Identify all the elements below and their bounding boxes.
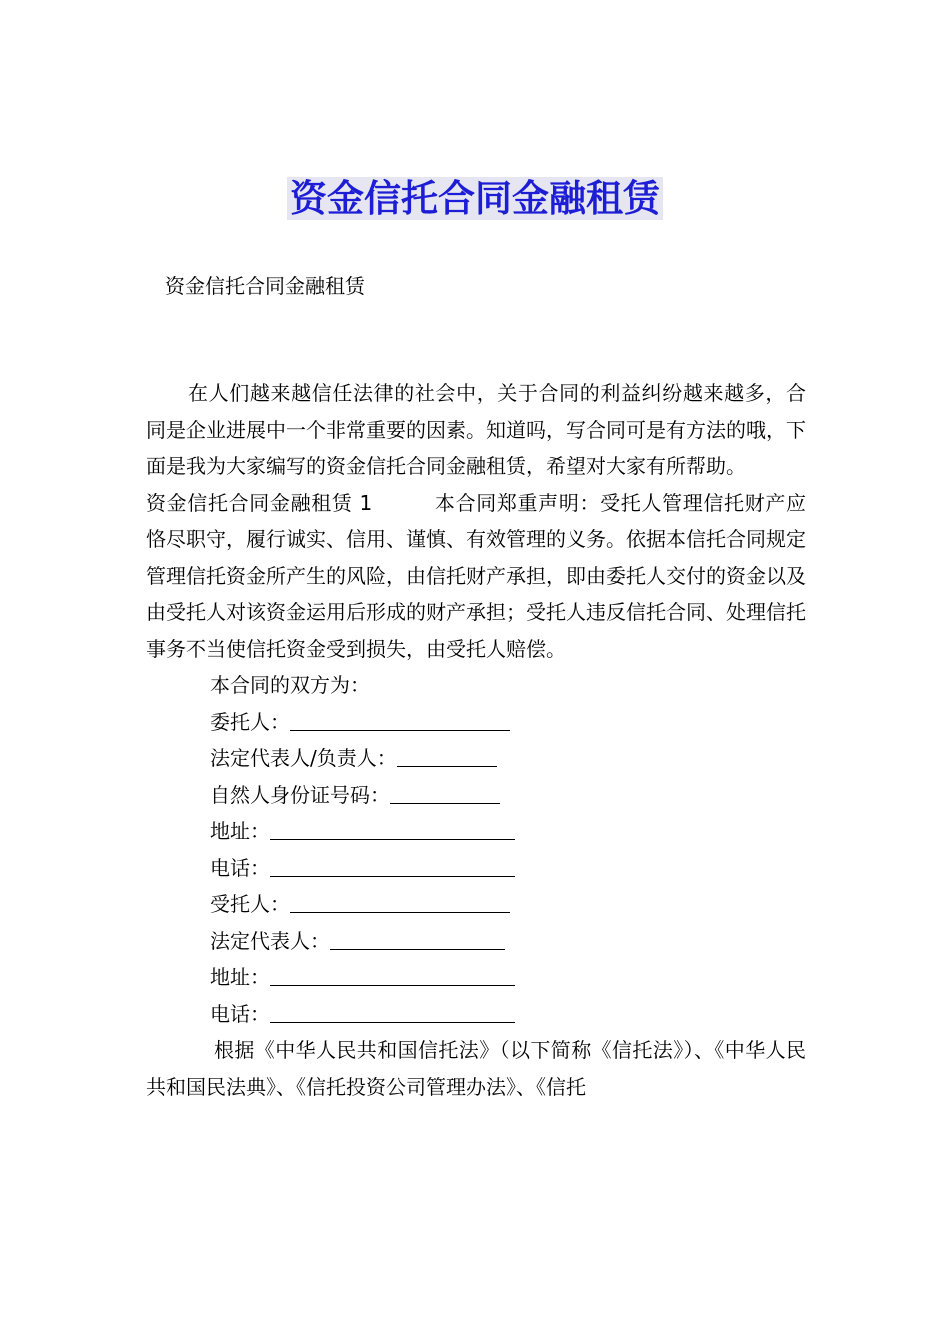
declaration-text: 本合同郑重声明：受托人管理信托财产应恪尽职守，履行诚实、信用、谨慎、有效管理的义务。依据本信托合同规定管理信托资金所产生的风险，由信托财产承担，即由委托人交付的资金以及由受托人对该资金运用后形成的财产承担；受托人违反信托合同、处理信托事务不当使信托资金受到损失，由受托人赔偿。 — [146, 490, 807, 661]
blank-line — [270, 959, 515, 986]
blank-line — [290, 704, 510, 731]
field-address-1 — [146, 813, 806, 850]
field-label: 法定代表人/负责人： — [210, 746, 397, 770]
field-label: 电话： — [210, 855, 270, 880]
field-label: 电话： — [210, 1001, 270, 1026]
blank-line — [390, 777, 500, 804]
field-legal-rep — [146, 923, 806, 960]
parties-heading: 本合同的双方为： — [210, 673, 370, 697]
document-body — [146, 375, 806, 1105]
document-title — [0, 173, 950, 225]
field-trustee — [146, 886, 806, 923]
law-basis-paragraph: 根据《中华人民共和国信托法》（以下简称《信托法》）、《中华人民共和国民法典》、《信托投资公司管理办法》、《信托 — [146, 1038, 806, 1099]
field-id-number — [146, 777, 806, 814]
document-subtitle: 资金信托合同金融租赁 — [165, 274, 365, 298]
field-label: 地址： — [210, 819, 270, 843]
field-label: 委托人： — [210, 709, 290, 734]
blank-line — [270, 813, 515, 840]
blank-line — [270, 996, 515, 1023]
field-label: 法定代表人： — [210, 928, 330, 953]
field-label: 受托人： — [210, 892, 290, 916]
blank-line — [290, 886, 510, 913]
blank-line — [270, 850, 515, 877]
declaration-paragraph — [146, 485, 806, 668]
field-phone-2 — [146, 996, 806, 1033]
blank-line — [330, 923, 505, 950]
field-principal — [146, 704, 806, 741]
field-label: 自然人身份证号码： — [210, 782, 390, 807]
blank-line — [397, 740, 497, 767]
document-title-text: 资金信托合同金融租赁 — [287, 177, 663, 220]
field-label: 地址： — [210, 965, 270, 989]
section-heading: 资金信托合同金融租赁 1 — [146, 490, 373, 515]
field-phone-1 — [146, 850, 806, 887]
field-legal-rep-responsible — [146, 740, 806, 777]
field-address-2 — [146, 959, 806, 996]
intro-paragraph: 在人们越来越信任法律的社会中，关于合同的利益纠纷越来越多，合同是企业进展中一个非常重要的因素。知道吗，写合同可是有方法的哦，下面是我为大家编写的资金信托合同金融租赁，希望对大家有所帮助。 — [146, 381, 806, 478]
